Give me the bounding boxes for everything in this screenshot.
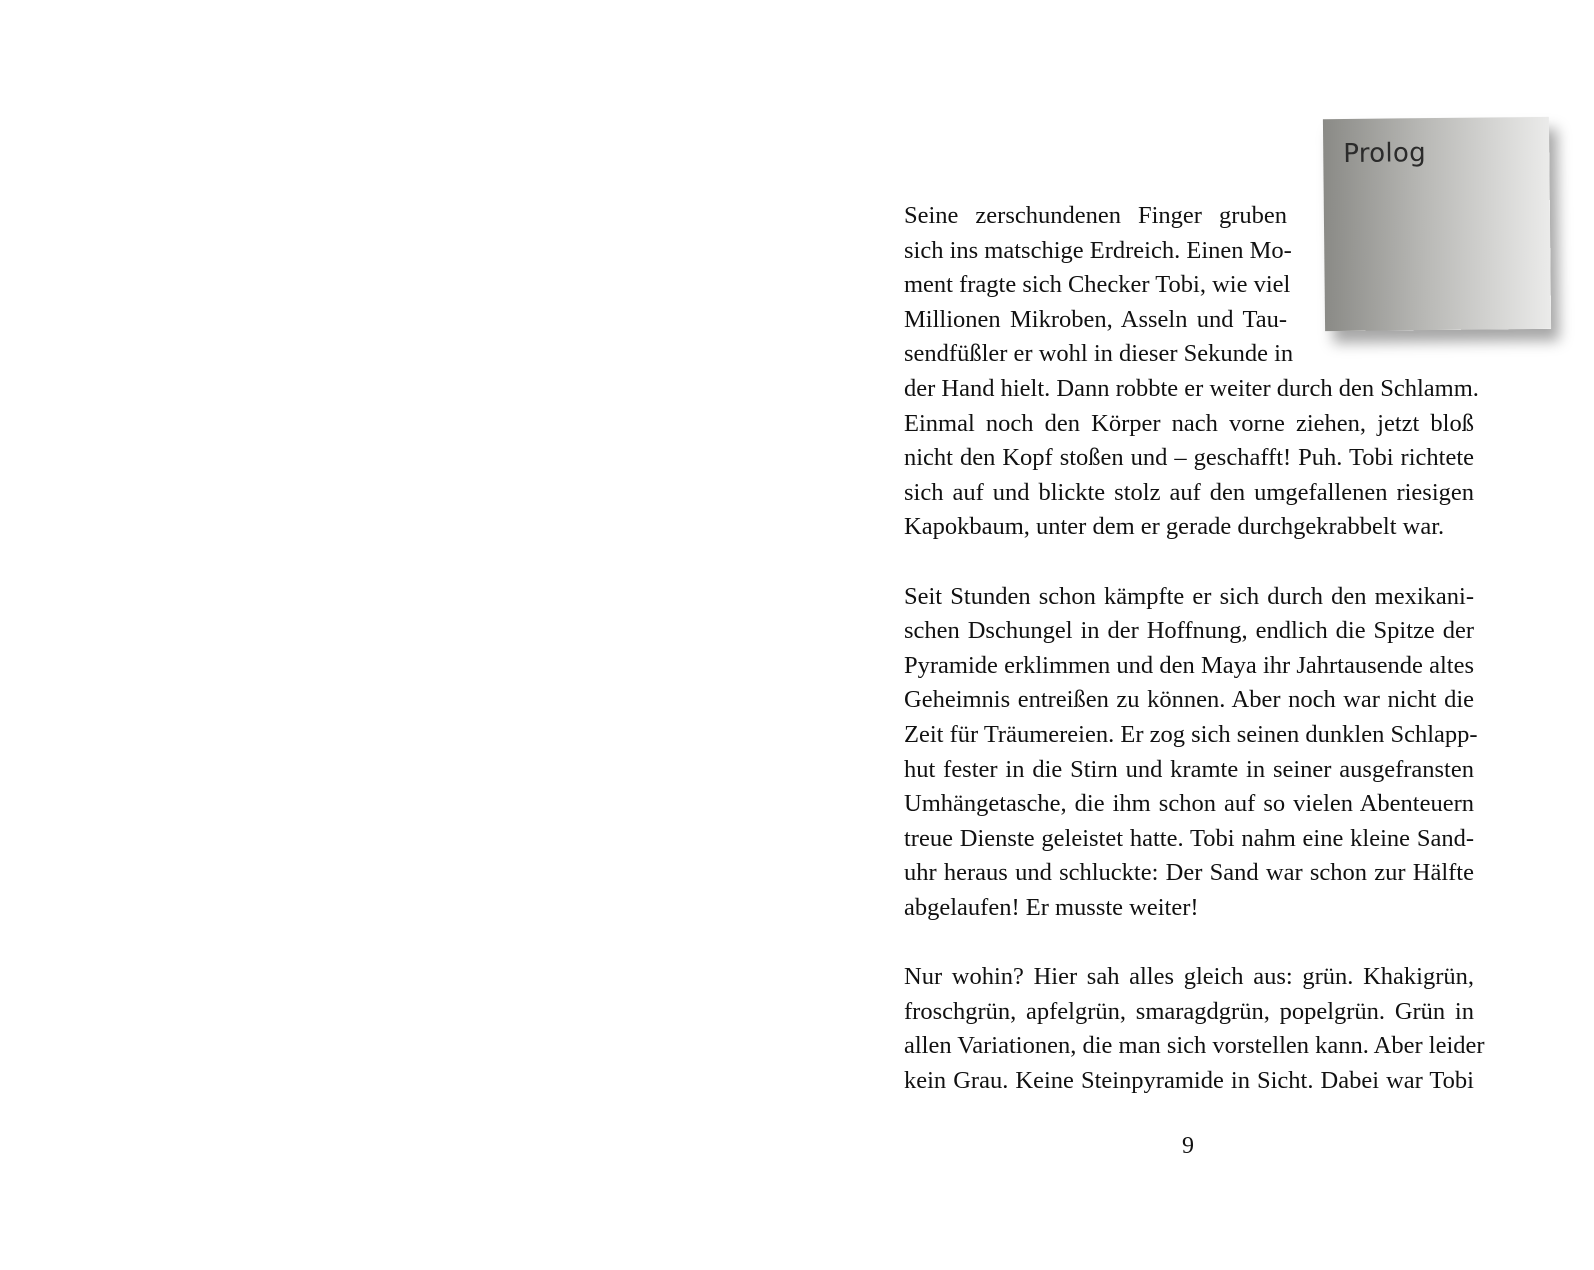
page-number: 9: [1182, 1133, 1194, 1159]
text-line: sendfüßler er wohl in dieser Sekunde in: [904, 340, 1294, 368]
paragraph-gap: [904, 925, 1474, 960]
text-line: kein Grau. Keine Steinpyramide in Sicht. Dabei war Tobi: [904, 1066, 1474, 1094]
text-line: sich ins matschige Erdreich. Einen Mo-: [904, 236, 1292, 264]
text-line: Zeit für Träumereien. Er zog sich seinen dunklen Schlapp-: [904, 720, 1478, 748]
text-line: hut fester in die Stirn und kramte in seiner ausgefransten: [904, 755, 1474, 783]
text-line: treue Dienste geleistet hatte. Tobi nahm eine kleine Sand-: [904, 824, 1474, 852]
text-line: ment fragte sich Checker Tobi, wie viel: [904, 271, 1291, 299]
text-line: uhr heraus und schluckte: Der Sand war schon zur Hälfte: [904, 859, 1474, 887]
text-line: sich auf und blickte stolz auf den umgefallenen riesigen: [904, 478, 1474, 506]
text-line: schen Dschungel in der Hoffnung, endlich die Spitze der: [904, 617, 1474, 645]
text-line: Pyramide erklimmen und den Maya ihr Jahrtausende altes: [904, 651, 1474, 679]
text-line: der Hand hielt. Dann robbte er weiter durch den Schlamm.: [904, 374, 1479, 402]
text-line: froschgrün, apfelgrün, smaragdgrün, popelgrün. Grün in: [904, 997, 1474, 1025]
text-line: allen Variationen, die man sich vorstellen kann. Aber leider: [904, 1032, 1485, 1060]
text-line: abgelaufen! Er musste weiter!: [904, 893, 1199, 921]
text-line: Millionen Mikroben, Asseln und Tau-: [904, 305, 1287, 333]
paragraph-gap: [904, 545, 1474, 580]
text-line: nicht den Kopf stoßen und – geschafft! Puh. Tobi richtete: [904, 444, 1474, 472]
text-line: Geheimnis entreißen zu können. Aber noch war nicht die: [904, 686, 1474, 714]
text-line: Kapokbaum, unter dem er gerade durchgekrabbelt war.: [904, 513, 1445, 541]
text-line: Einmal noch den Körper nach vorne ziehen, jetzt bloß: [904, 409, 1474, 437]
text-line: Nur wohin? Hier sah alles gleich aus: grün. Khakigrün,: [904, 963, 1474, 991]
text-line: Umhängetasche, die ihm schon auf so vielen Abenteuern: [904, 790, 1474, 818]
chapter-title: Prolog: [1343, 138, 1427, 169]
text-line: Seit Stunden schon kämpfte er sich durch den mexikani-: [904, 582, 1474, 610]
body-text: [904, 199, 1485, 1098]
text-line: Seine zerschundenen Finger gruben: [904, 202, 1287, 229]
